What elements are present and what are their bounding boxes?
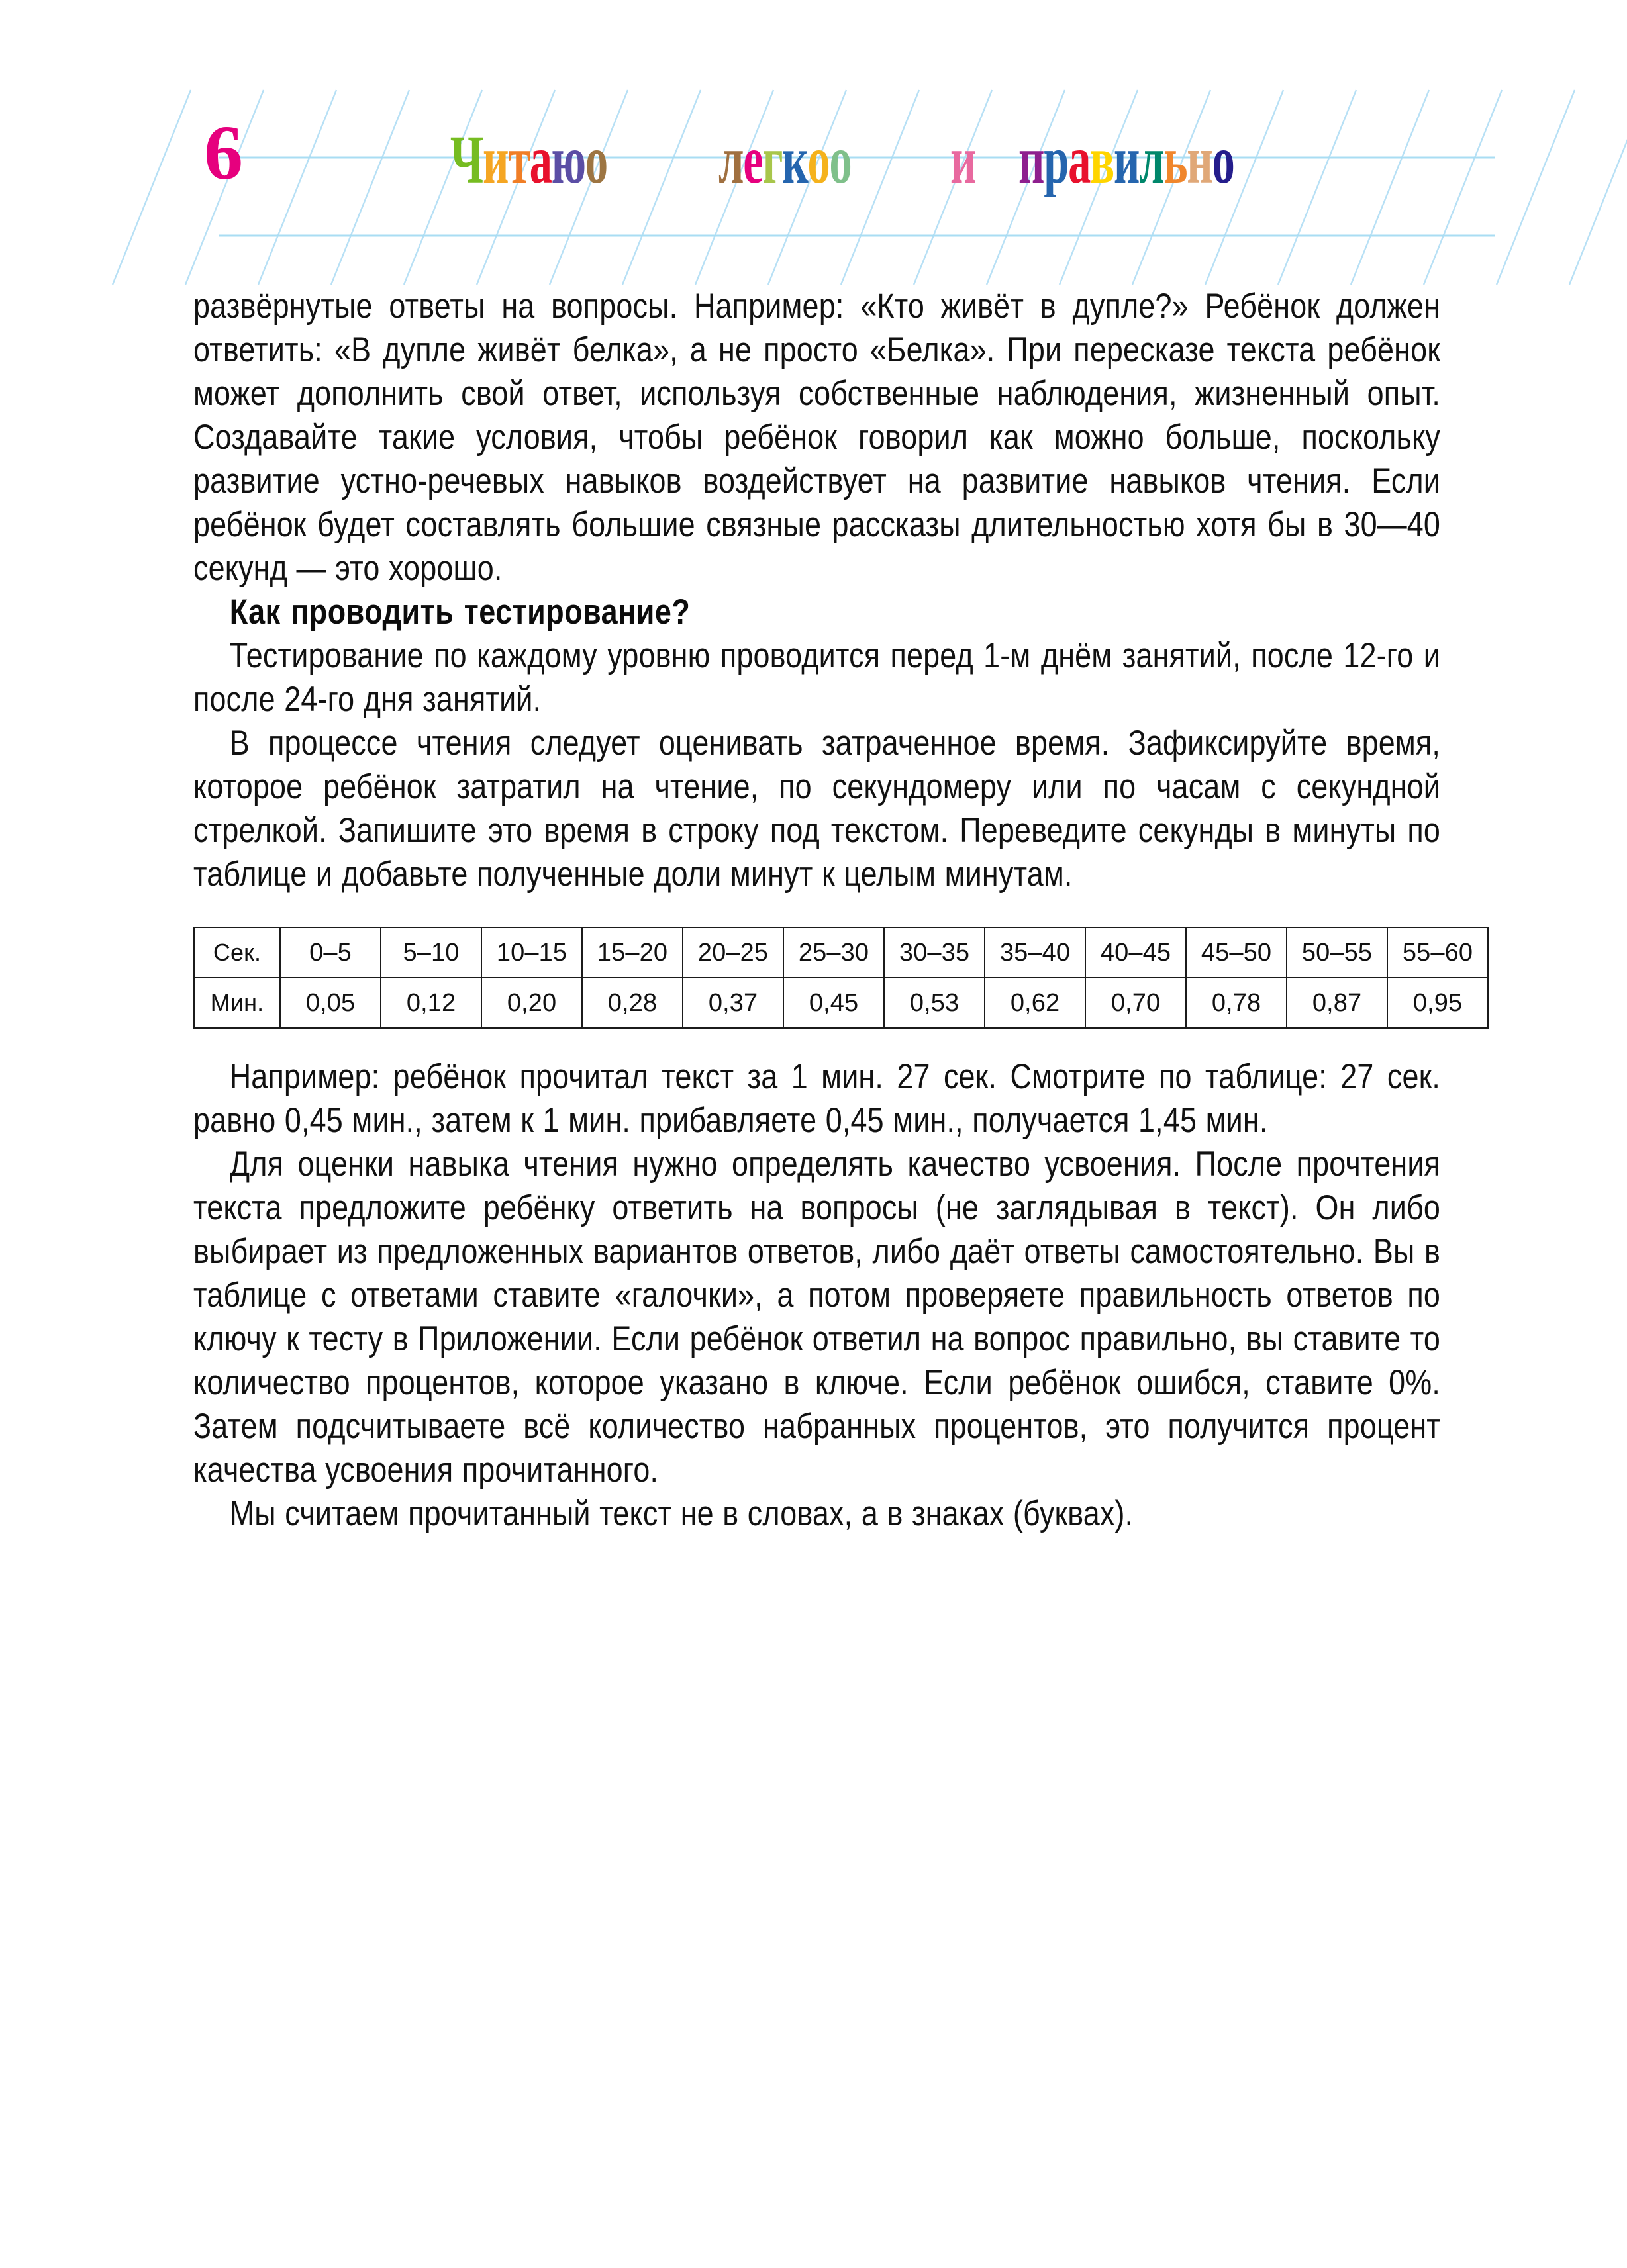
table-cell: 0,62 [985, 978, 1085, 1028]
paragraph-intro: развёрнутые ответы на вопросы. Например: «Кто живёт в дупле?» Ребёнок должен ответить: «В дупле живёт белка», а не просто «Белка». При пересказе текста ребёнок может дополнить свой ответ, используя собственные наблюдения, жизненный опыт. Создавайте такие условия, чтобы ребёнок говорил как можно больше, поскольку развитие устно-речевых навыков воздействует на развитие навыков чтения. Если ребёнок будет составлять большие связные рассказы длительностью хотя бы в 30—40 секунд — это хорошо. [193, 287, 1441, 588]
seconds-to-minutes-table [193, 927, 1489, 1029]
title-letter: о [585, 122, 607, 198]
title-letter: о [829, 122, 852, 198]
table-cell: 0,28 [582, 978, 683, 1028]
table-cell: 0,78 [1186, 978, 1287, 1028]
table-cell: 25–30 [783, 927, 884, 978]
table-cell: 15–20 [582, 927, 683, 978]
paragraph-counting-method: Мы считаем прочитанный текст не в словах, а в знаках (буквах). [229, 1494, 1134, 1533]
title-letter: и [1114, 122, 1140, 198]
diagonal-guide-line [331, 90, 409, 285]
table-row-label: Сек. [194, 927, 280, 978]
title-word-2 [718, 122, 852, 198]
table-cell: 0,37 [683, 978, 783, 1028]
paragraph-testing-schedule: Тестирование по каждому уровню проводится перед 1-м днём занятий, после 12-го и после 24-го дня занятий. [193, 636, 1441, 719]
table-cell: 0,20 [481, 978, 582, 1028]
table-cell: 40–45 [1085, 927, 1186, 978]
table-row [194, 927, 1488, 978]
table-row-label: Мин. [194, 978, 280, 1028]
table-cell: 20–25 [683, 927, 783, 978]
page-title [450, 122, 1417, 198]
main-text-column [193, 285, 1473, 1536]
title-word-1 [450, 122, 607, 198]
seconds-to-minutes-table-wrapper [193, 927, 1473, 1029]
table-cell: 10–15 [481, 927, 582, 978]
title-letter: л [718, 122, 744, 198]
title-letter: Ч [450, 122, 483, 198]
table-cell: 0,87 [1287, 978, 1387, 1028]
title-letter: н [1187, 122, 1212, 198]
diagonal-guide-line [1424, 90, 1502, 285]
diagonal-guide-line [258, 90, 336, 285]
title-letter: и [950, 122, 975, 198]
title-letter: п [1018, 122, 1044, 198]
table-cell: 0,45 [783, 978, 884, 1028]
title-word-3 [950, 122, 975, 198]
title-word-4 [1018, 122, 1234, 198]
title-letter: е [743, 122, 763, 198]
table-row [194, 978, 1488, 1028]
table-cell: 0–5 [280, 927, 381, 978]
table-cell: 55–60 [1387, 927, 1488, 978]
title-letter: в [1090, 122, 1114, 198]
title-letter: а [1068, 122, 1091, 198]
title-letter: а [529, 122, 552, 198]
table-cell: 45–50 [1186, 927, 1287, 978]
title-letter: о [1212, 122, 1234, 198]
table-cell: 35–40 [985, 927, 1085, 978]
title-letter: г [762, 122, 783, 198]
diagonal-guide-line [1497, 90, 1575, 285]
table-cell: 0,12 [381, 978, 481, 1028]
title-letter: ю [551, 122, 585, 198]
table-cell: 30–35 [884, 927, 985, 978]
title-letter: о [807, 122, 830, 198]
table-cell: 0,53 [884, 978, 985, 1028]
title-letter: т [508, 122, 530, 198]
diagonal-guide-line [113, 90, 191, 285]
table-cell: 50–55 [1287, 927, 1387, 978]
title-letter: ь [1163, 122, 1187, 198]
title-letter: р [1044, 122, 1069, 198]
page-header-band [0, 79, 1627, 285]
page-number: 6 [204, 109, 243, 196]
title-letter: и [483, 122, 509, 198]
paragraph-example-calculation: Например: ребёнок прочитал текст за 1 мин. 27 сек. Смотрите по таблице: 27 сек. равно 0,45 мин., затем к 1 мин. прибавляете 0,45 мин., получается 1,45 мин. [193, 1057, 1441, 1140]
table-cell: 0,70 [1085, 978, 1186, 1028]
paragraph-quality-assessment: Для оценки навыка чтения нужно определять качество усвоения. После прочтения текста предложите ребёнку ответить на вопросы (не заглядывая в текст). Он либо выбирает из предложенных вариантов ответов, либо даёт ответы самостоятельно. Вы в таблице с ответами ставите «галочки», а потом проверяете правильность ответов по ключу к тесту в Приложении. Если ребёнок ответил на вопрос правильно, вы ставите то количество процентов, которое указано в ключе. Если ребёнок ошибся, ставите 0%. Затем подсчитываете всё количество набранных процентов, это получится процент качества усвоения прочитанного. [193, 1145, 1441, 1489]
diagonal-guide-line [1569, 90, 1627, 285]
table-cell: 0,95 [1387, 978, 1488, 1028]
table-cell: 0,05 [280, 978, 381, 1028]
section-heading-how-to-test: Как проводить тестирование? [229, 592, 691, 632]
table-cell: 5–10 [381, 927, 481, 978]
paragraph-timing-instructions: В процессе чтения следует оценивать затраченное время. Зафиксируйте время, которое ребёнок затратил на чтение, по секундомеру или по часам с секундной стрелкой. Запишите это время в строку под текстом. Переведите секунды в минуты по таблице и добавьте полученные доли минут к целым минутам. [193, 724, 1441, 894]
title-letter: к [782, 122, 808, 198]
title-letter: л [1139, 122, 1164, 198]
